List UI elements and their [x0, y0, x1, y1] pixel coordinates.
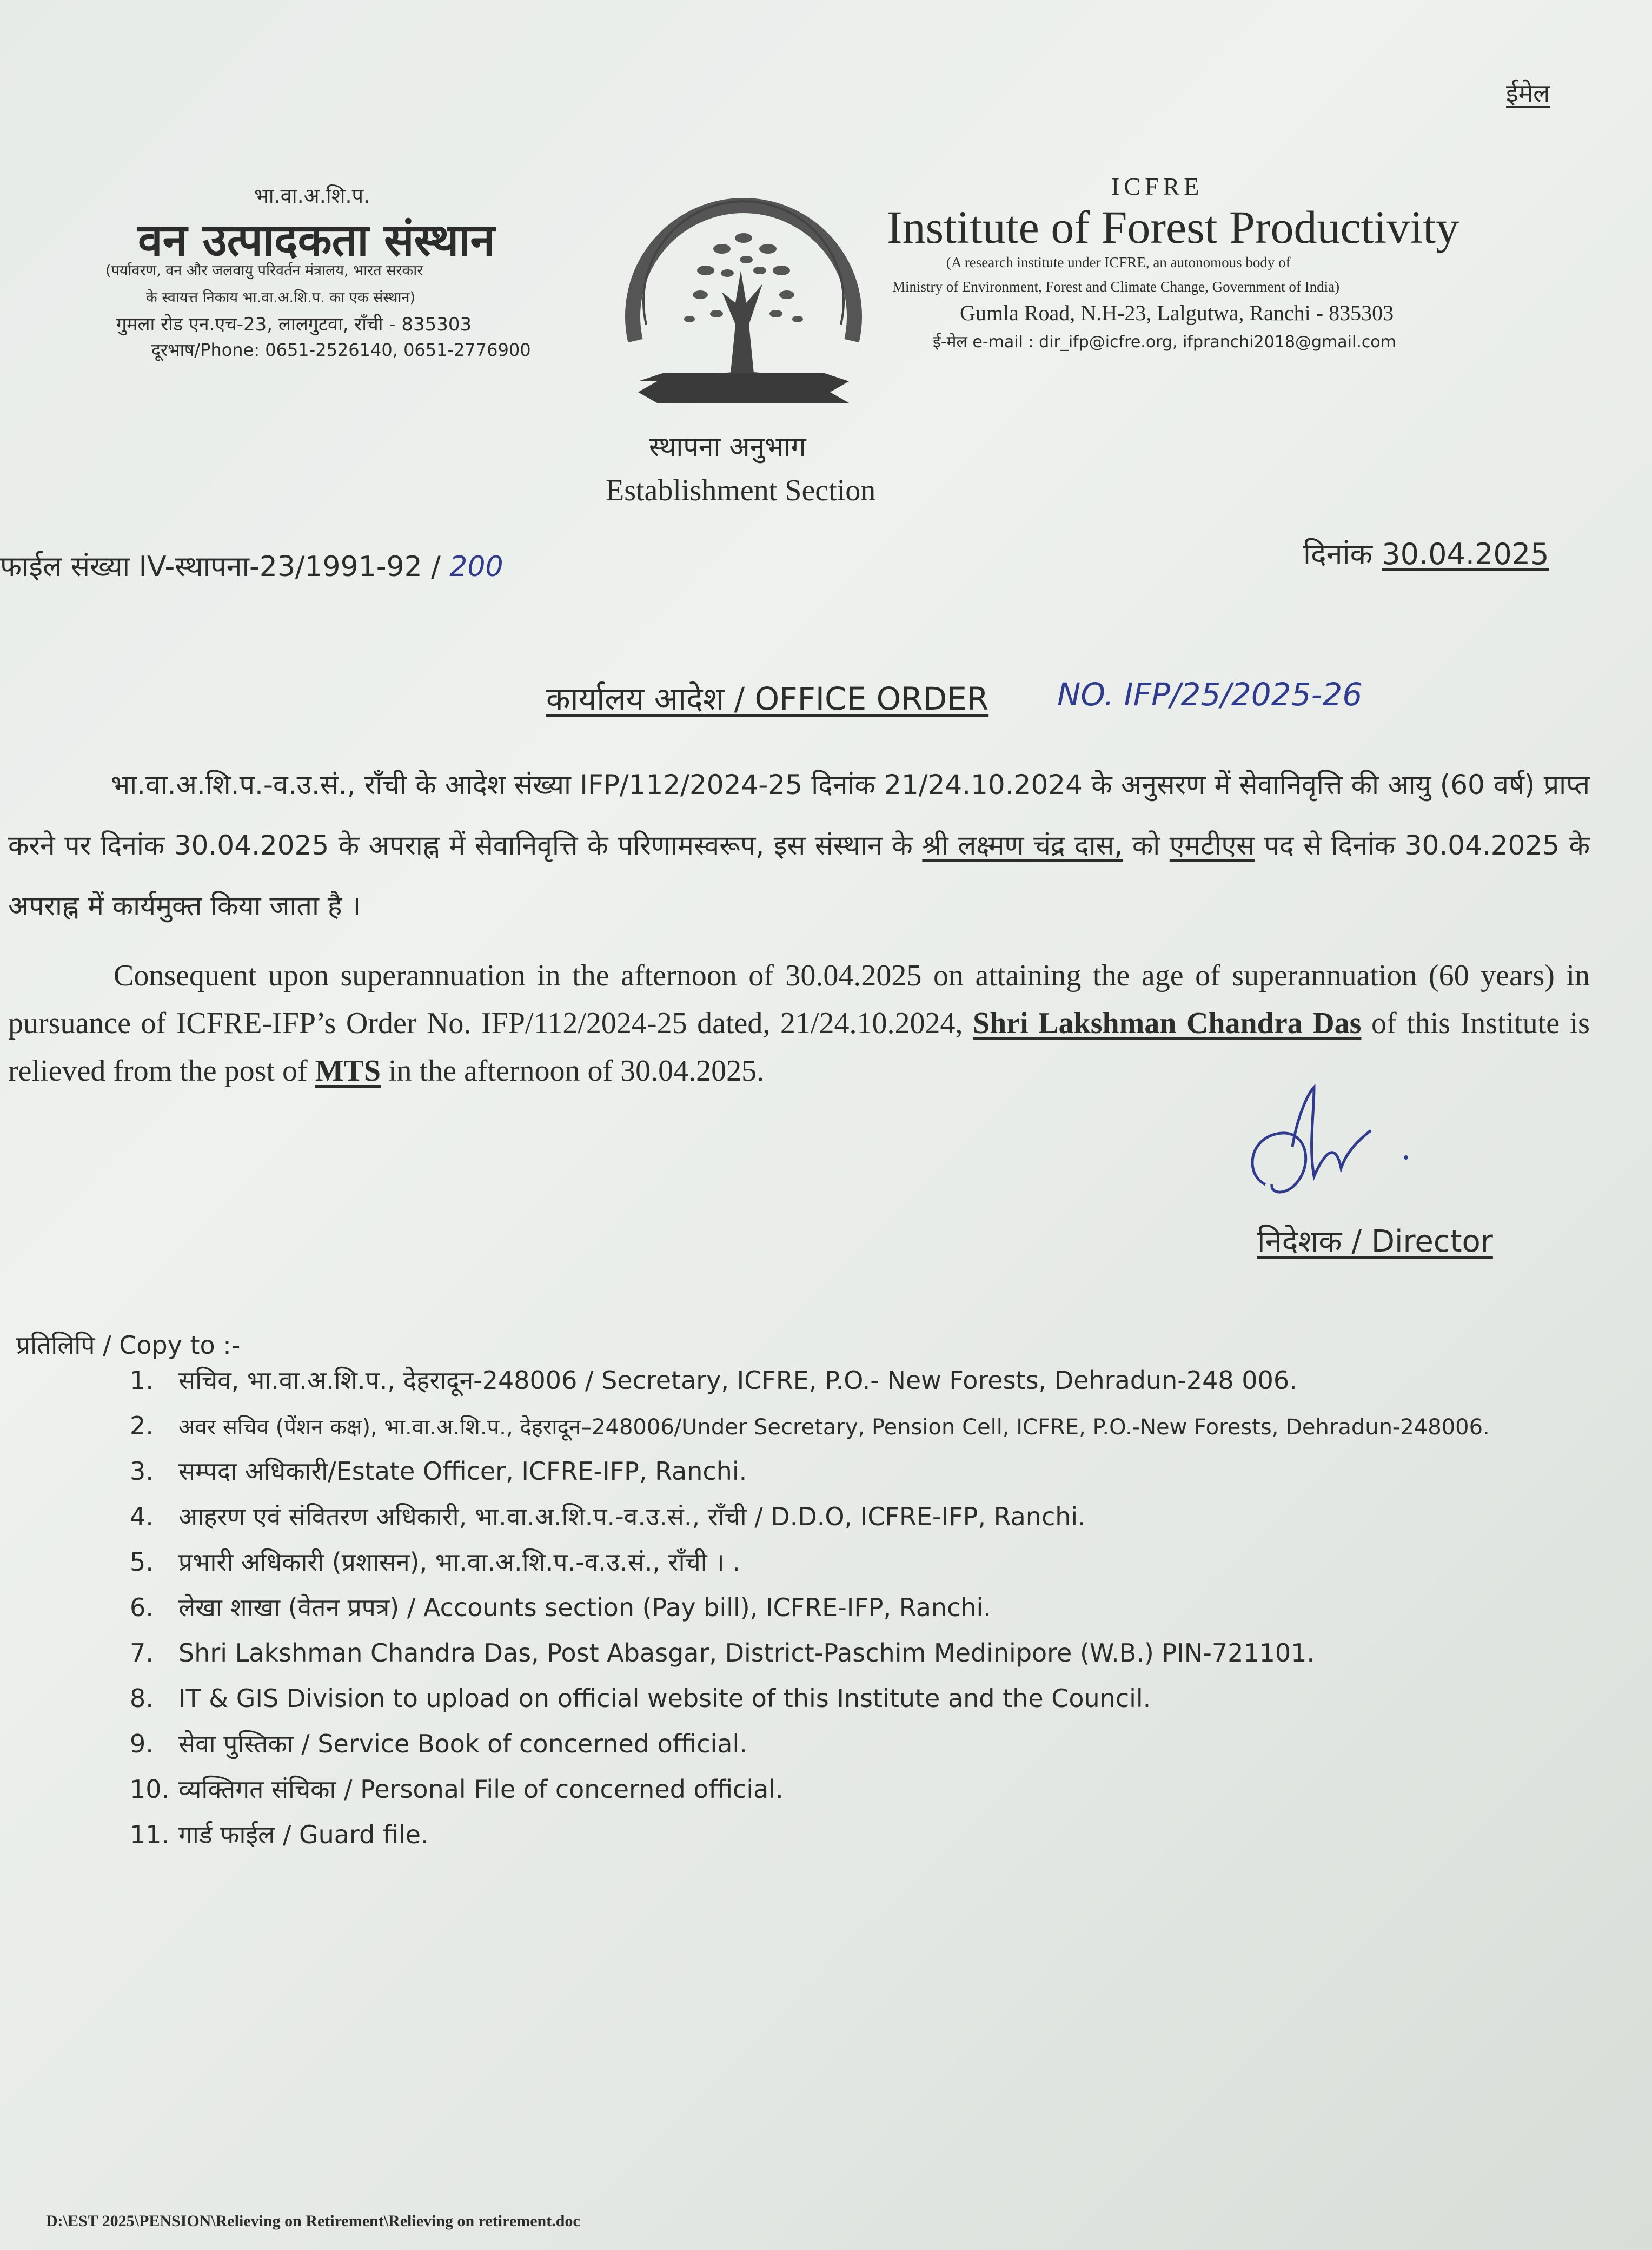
para-hi-part1: भा.वा.अ.शि.प.-व.उ.सं., राँची के आदेश संख्या IFP/112/2024-25 दिनांक 21/24.10.2024 के अनुसरण में सेवानिवृत्ति की आयु (60 वर्ष) प्राप्त करने पर दिनांक 30.04.2025 के अपराह्न में सेवानिवृत्ति के परिणामस्वरूप, इस संस्थान के: [8, 769, 1590, 861]
para-en-part1: Consequent upon superannuation in the afternoon of 30.04.2025 on attaining the age of superannuation (60 years) in pursuance of ICFRE-IFP’s Order No. IFP/112/2024-25 dated, 21/24.10.2024,: [8, 959, 1590, 1040]
list-item-text: सम्पदा अधिकारी/Estate Officer, ICFRE-IFP, Ranchi.: [178, 1457, 747, 1486]
list-item: [130, 1766, 1644, 1812]
date-value: 30.04.2025: [1382, 537, 1549, 571]
header-hi-sub1: (पर्यावरण, वन और जलवायु परिवर्तन मंत्रालय, भारत सरकार: [105, 262, 423, 279]
institute-logo: [614, 162, 873, 416]
header-hi-sub2: के स्वायत्त निकाय भा.वा.अ.शि.प. का एक संस्थान): [146, 289, 416, 306]
list-item-number: 4.: [130, 1502, 154, 1531]
copy-to-label: प्रतिलिपि / Copy to :-: [16, 1331, 241, 1360]
list-item: [130, 1448, 1644, 1494]
section-hi: स्थापना अनुभाग: [649, 431, 806, 462]
header-en-abbr: ICFRE: [1111, 173, 1204, 200]
list-item: [130, 1494, 1644, 1539]
order-paragraph-hindi: [8, 755, 1590, 936]
para-hi-part2: को: [1123, 830, 1170, 861]
order-date: [1303, 533, 1549, 573]
office-order-number: NO. IFP/25/2025-26: [1057, 676, 1363, 713]
header-en-name: Institute of Forest Productivity: [887, 201, 1459, 253]
list-item: [130, 1585, 1644, 1630]
list-item-number: 7.: [130, 1638, 154, 1667]
list-item-number: 11.: [130, 1820, 170, 1849]
para-en-part2: of this Institute is relieved from the post of: [8, 1007, 1590, 1088]
list-item-number: 1.: [130, 1366, 154, 1395]
para-hi-part3: पद से दिनांक 30.04.2025 के अपराह्न में कार्यमुक्त किया जाता है ।: [8, 830, 1590, 922]
header-en-sub2: Ministry of Environment, Forest and Climate Change, Government of India): [892, 279, 1340, 295]
file-number-label: फाईल संख्या IV-स्थापना-23/1991-92 /: [0, 551, 441, 583]
header-en-email: ई-मेल e-mail : dir_ifp@icfre.org, ifpranchi2018@gmail.com: [933, 333, 1396, 352]
list-item: [130, 1812, 1644, 1857]
list-item-text: आहरण एवं संवितरण अधिकारी, भा.वा.अ.शि.प.-व.उ.सं., राँची / D.D.O, ICFRE-IFP, Ranchi.: [178, 1502, 1086, 1531]
para-hi-post: एमटीएस: [1169, 830, 1255, 861]
copy-list: [130, 1358, 1644, 1857]
header-en-sub1: (A research institute under ICFRE, an autonomous body of: [946, 254, 1291, 270]
header-hi-phone: दूरभाष/Phone: 0651-2526140, 0651-2776900: [151, 340, 531, 360]
header-hi-address: गुमला रोड एन.एच-23, लालगुटवा, राँची - 835303: [116, 314, 472, 335]
email-label: ईमेल: [1506, 78, 1550, 108]
list-item: [130, 1539, 1644, 1585]
list-item: [130, 1358, 1644, 1403]
office-order-title: कार्यालय आदेश / OFFICE ORDER: [546, 680, 989, 717]
file-number-handwritten: 200: [449, 551, 503, 583]
date-label: दिनांक: [1303, 537, 1373, 571]
list-item-text: अवर सचिव (पेंशन कक्ष), भा.वा.अ.शि.प., देहरादून–248006/Under Secretary, Pension Cell, ICFRE, P.O.-New Forests, Dehradun-248006.: [178, 1415, 1490, 1440]
list-item-number: 3.: [130, 1457, 154, 1486]
list-item-text: सेवा पुस्तिका / Service Book of concerned official.: [178, 1729, 747, 1758]
order-paragraph-english: [8, 952, 1590, 1095]
para-en-part3: in the afternoon of 30.04.2025.: [380, 1054, 765, 1088]
para-hi-name: श्री लक्ष्मण चंद्र दास,: [922, 830, 1123, 861]
list-item-number: 5.: [130, 1547, 154, 1577]
list-item: [130, 1721, 1644, 1766]
list-item-text: IT & GIS Division to upload on official website of this Institute and the Council.: [178, 1684, 1151, 1713]
section-en: Establishment Section: [606, 474, 876, 507]
para-en-name: Shri Lakshman Chandra Das: [972, 1007, 1362, 1040]
file-number: [0, 546, 503, 585]
list-item-text: Shri Lakshman Chandra Das, Post Abasgar, District-Paschim Medinipore (W.B.) PIN-721101.: [178, 1638, 1315, 1667]
list-item-number: 8.: [130, 1684, 154, 1713]
list-item-text: सचिव, भा.वा.अ.शि.प., देहरादून-248006 / Secretary, ICFRE, P.O.- New Forests, Dehradun-248 006.: [178, 1366, 1297, 1395]
director-label: निदेशक / Director: [1257, 1224, 1493, 1259]
list-item-text: गार्ड फाईल / Guard file.: [178, 1820, 429, 1849]
list-item-number: 10.: [130, 1775, 170, 1804]
director-signature: [1233, 1082, 1428, 1212]
list-item-text: प्रभारी अधिकारी (प्रशासन), भा.वा.अ.शि.प.-व.उ.सं., राँची । .: [178, 1547, 740, 1577]
para-en-post: MTS: [315, 1054, 381, 1088]
list-item-number: 6.: [130, 1593, 154, 1622]
list-item: [130, 1630, 1644, 1676]
list-item-text: व्यक्तिगत संचिका / Personal File of concerned official.: [178, 1775, 784, 1804]
list-item: [130, 1676, 1644, 1721]
header-en-address: Gumla Road, N.H-23, Lalgutwa, Ranchi - 835303: [960, 301, 1394, 325]
list-item-number: 9.: [130, 1729, 154, 1758]
header-hi-abbr: भा.वा.अ.शि.प.: [254, 184, 370, 208]
list-item-number: 2.: [130, 1411, 154, 1440]
list-item-text: लेखा शाखा (वेतन प्रपत्र) / Accounts section (Pay bill), ICFRE-IFP, Ranchi.: [178, 1593, 991, 1622]
header-hi-name: वन उत्पादकता संस्थान: [138, 215, 495, 266]
list-item: [130, 1403, 1644, 1448]
footer-file-path: D:\EST 2025\PENSION\Relieving on Retirement\Relieving on retirement.doc: [46, 2212, 580, 2230]
